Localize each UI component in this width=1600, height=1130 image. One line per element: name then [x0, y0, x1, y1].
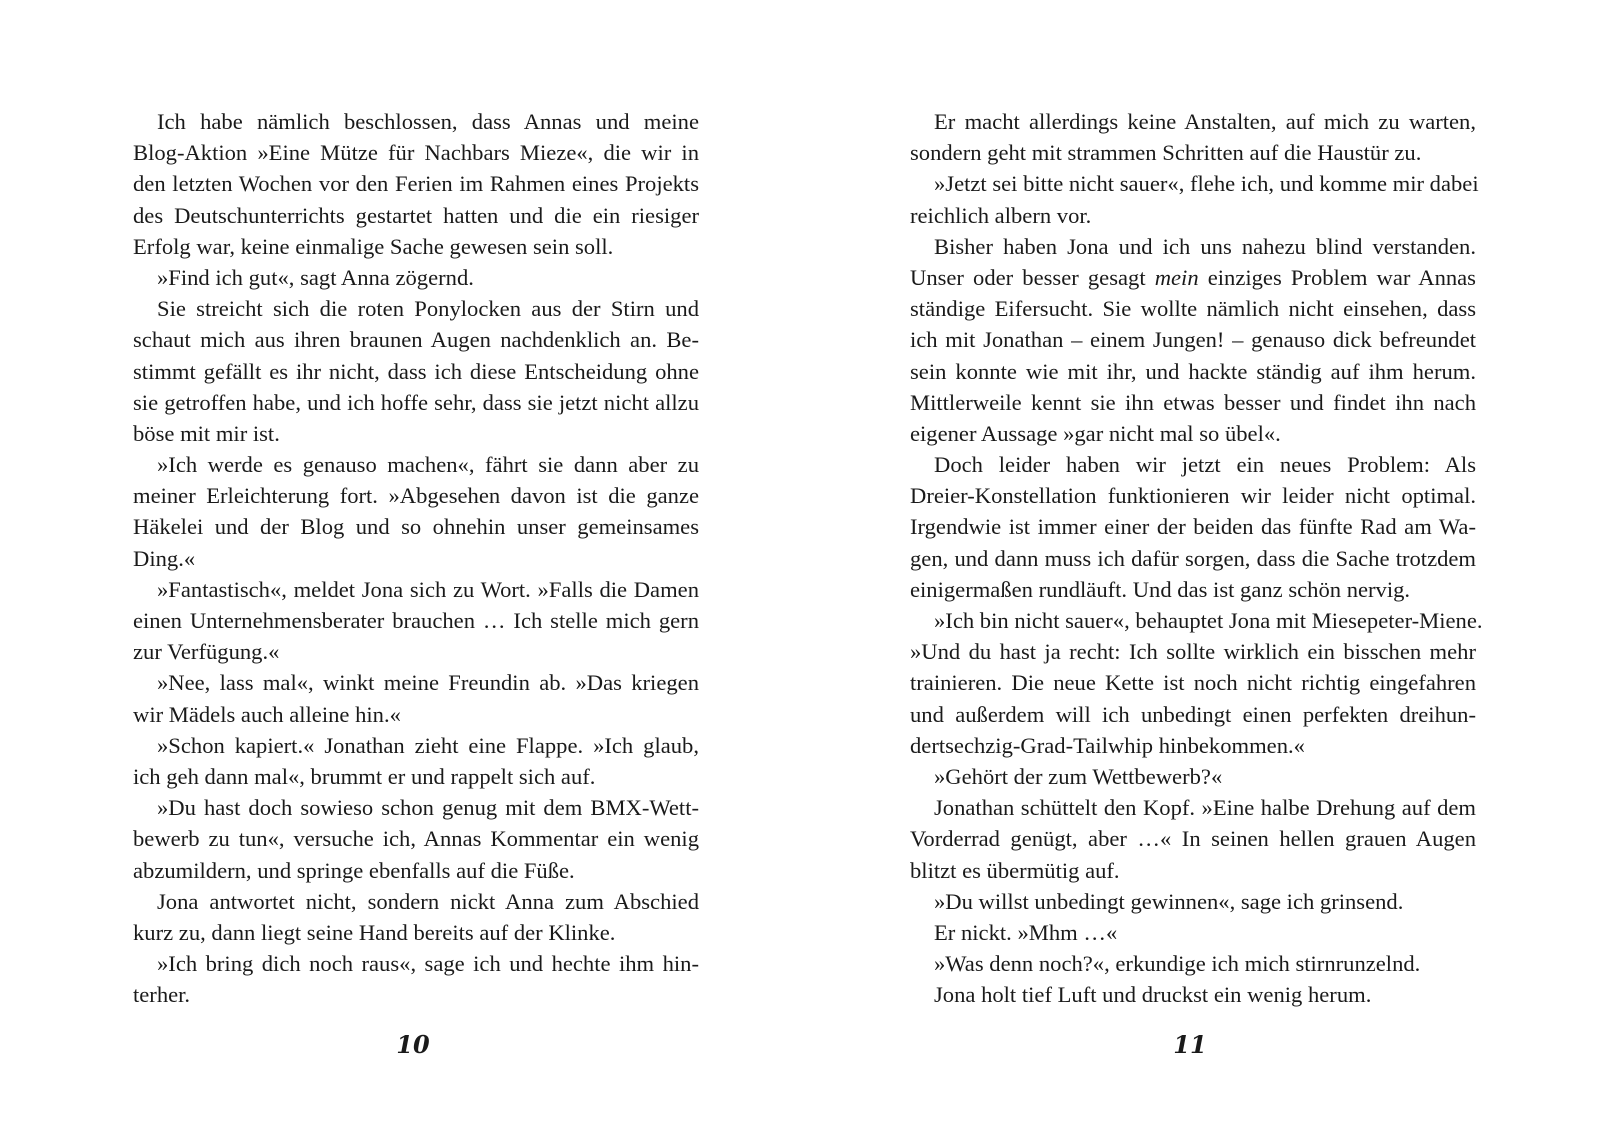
text-line: bewerb zu tun«, versuche ich, Annas Kommentar ein wenig	[133, 826, 699, 852]
text-line: sein konnte wie mit ihr, und hackte ständig auf ihm herum.	[910, 358, 1476, 384]
text-line: »Und du hast ja recht: Ich sollte wirklich ein bisschen mehr	[910, 639, 1476, 665]
text-line: Bisher haben Jona und ich uns nahezu blind verstanden.	[934, 233, 1476, 259]
text-line: des Deutschunterrichts gestartet hatten und die ein riesiger	[133, 202, 699, 228]
text-line: böse mit mir ist.	[133, 420, 280, 446]
text-line: Er macht allerdings keine Anstalten, auf mich zu warten,	[934, 109, 1476, 134]
text-line: »Ich bring dich noch raus«, sage ich und hechte ihm hin-	[157, 951, 699, 977]
text-segment: einziges Problem war Annas	[1198, 264, 1476, 290]
text-line: Jonathan schüttelt den Kopf. »Eine halbe Drehung auf dem	[934, 795, 1476, 821]
page-number-right: 11	[1173, 1030, 1207, 1059]
text-line: ich mit Jonathan – einem Jungen! – genauso dick befreundet	[910, 327, 1476, 353]
text-line	[910, 262, 1476, 293]
text-line: kurz zu, dann liegt seine Hand bereits auf der Klinke.	[133, 919, 616, 945]
text-line: abzumildern, und springe ebenfalls auf die Füße.	[133, 857, 575, 883]
text-line: »Find ich gut«, sagt Anna zögernd.	[157, 264, 474, 290]
text-line: sie getroffen habe, und ich hoffe sehr, dass sie jetzt nicht allzu	[133, 389, 699, 415]
text-line: Erfolg war, keine einmalige Sache gewesen sein soll.	[133, 233, 614, 259]
text-line: »Du hast doch sowieso schon genug mit dem BMX-Wett-	[157, 795, 699, 821]
text-line: »Jetzt sei bitte nicht sauer«, flehe ich, und komme mir dabei	[934, 171, 1479, 197]
text-line: Dreier-Konstellation funktionieren wir leider nicht optimal.	[910, 483, 1476, 509]
emphasized-word: mein	[1154, 264, 1199, 290]
text-line: Sie streicht sich die roten Ponylocken aus der Stirn und	[157, 296, 699, 322]
page-number-left: 10	[396, 1030, 430, 1059]
text-line: Irgendwie ist immer einer der beiden das fünfte Rad am Wa-	[910, 514, 1476, 540]
text-line: stimmt gefällt es ihr nicht, dass ich diese Entscheidung ohne	[133, 358, 699, 384]
text-line: wir Mädels auch alleine hin.«	[133, 701, 401, 727]
text-line: Er nickt. »Mhm …«	[934, 919, 1118, 945]
text-line: »Schon kapiert.« Jonathan zieht eine Flappe. »Ich glaub,	[157, 732, 699, 758]
text-line: einen Unternehmensberater brauchen … Ich stelle mich gern	[133, 608, 699, 633]
text-line: schaut mich aus ihren braunen Augen nachdenklich an. Be-	[133, 327, 699, 353]
text-line: »Ich bin nicht sauer«, behauptet Jona mit Miesepeter-Miene.	[934, 608, 1483, 633]
text-line: »Ich werde es genauso machen«, fährt sie dann aber zu	[157, 452, 699, 478]
text-line: Blog-Aktion »Eine Mütze für Nachbars Mieze«, die wir in	[133, 140, 699, 166]
text-line: »Fantastisch«, meldet Jona sich zu Wort. »Falls die Damen	[157, 576, 699, 602]
text-line: Ding.«	[133, 545, 196, 571]
text-line: Jona antwortet nicht, sondern nickt Anna zum Abschied	[157, 888, 699, 914]
text-line: und außerdem will ich unbedingt einen perfekten dreihun-	[910, 701, 1476, 727]
text-line: »Was denn noch?«, erkundige ich mich stirnrunzelnd.	[934, 951, 1421, 977]
text-line: sondern geht mit strammen Schritten auf die Haustür zu.	[910, 140, 1422, 166]
text-line: Doch leider haben wir jetzt ein neues Problem: Als	[934, 452, 1476, 478]
text-line: ich geh dann mal«, brummt er und rappelt sich auf.	[133, 763, 596, 789]
text-line: »Du willst unbedingt gewinnen«, sage ich grinsend.	[934, 888, 1404, 914]
text-line: meiner Erleichterung fort. »Abgesehen davon ist die ganze	[133, 483, 699, 509]
text-line: »Gehört der zum Wettbewerb?«	[934, 763, 1223, 789]
text-line: Mittlerweile kennt sie ihn etwas besser und findet ihn nach	[910, 389, 1476, 415]
text-line: Ich habe nämlich beschlossen, dass Annas und meine	[157, 109, 699, 134]
text-line: terher.	[133, 982, 191, 1008]
text-line: blitzt es übermütig auf.	[910, 857, 1120, 883]
right-page-text	[910, 106, 1483, 1010]
text-line: Häkelei und der Blog und so ohnehin unser gemeinsames	[133, 514, 699, 540]
text-segment: Unser oder besser gesagt	[910, 264, 1155, 290]
text-line: trainieren. Die neue Kette ist noch nicht richtig eingefahren	[910, 670, 1476, 696]
text-line: Vorderrad genügt, aber …« In seinen hellen grauen Augen	[910, 826, 1476, 852]
text-line: gen, und dann muss ich dafür sorgen, dass die Sache trotzdem	[910, 545, 1476, 571]
text-line: ständige Eifersucht. Sie wollte nämlich nicht einsehen, dass	[910, 296, 1476, 322]
text-line: zur Verfügung.«	[133, 639, 280, 665]
text-line: eigener Aussage »gar nicht mal so übel«.	[910, 420, 1281, 446]
text-line: dertsechzig-Grad-Tailwhip hinbekommen.«	[910, 732, 1305, 758]
text-line: »Nee, lass mal«, winkt meine Freundin ab. »Das kriegen	[157, 670, 699, 696]
text-line: Jona holt tief Luft und druckst ein wenig herum.	[934, 982, 1372, 1008]
text-line: reichlich albern vor.	[910, 202, 1092, 228]
text-line: den letzten Wochen vor den Ferien im Rahmen eines Projekts	[133, 171, 699, 197]
left-page-text	[133, 106, 699, 1010]
text-line: einigermaßen rundläuft. Und das ist ganz schön nervig.	[910, 576, 1411, 602]
